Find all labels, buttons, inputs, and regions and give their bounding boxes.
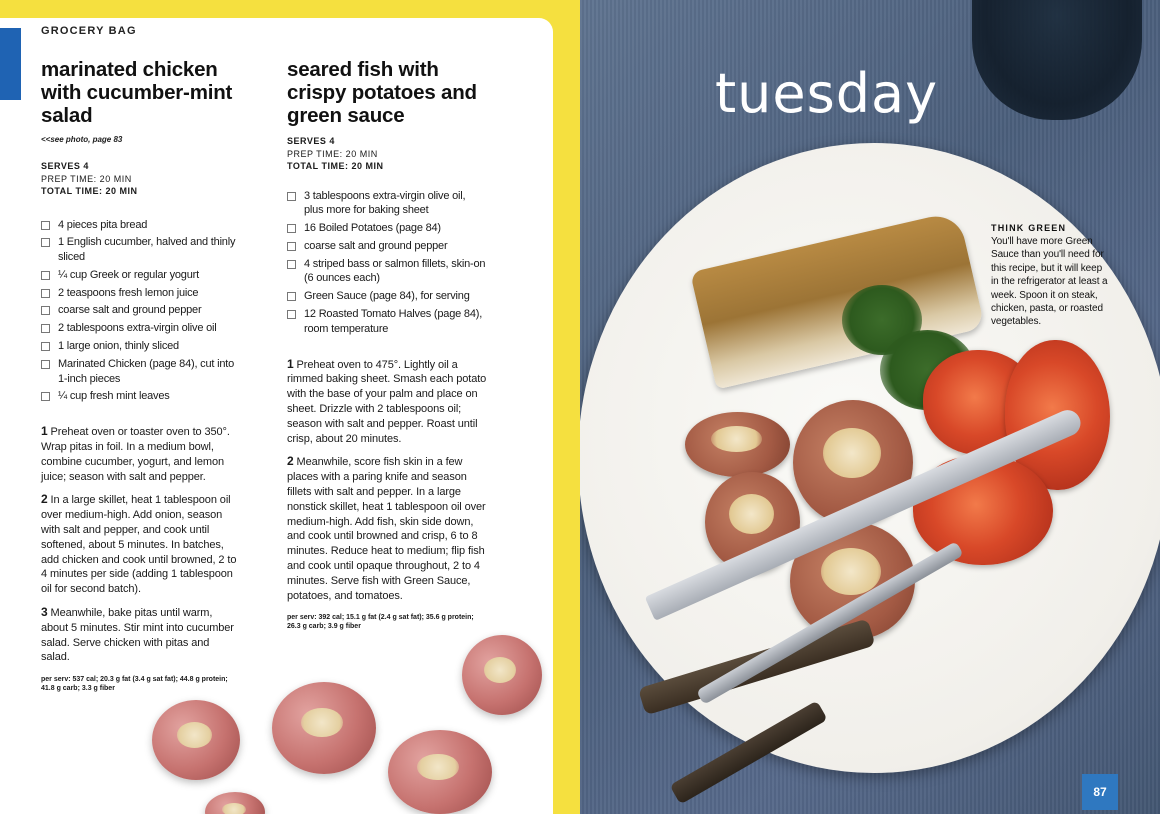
checkbox-icon[interactable] xyxy=(41,324,50,333)
potato-photo xyxy=(272,682,376,774)
checkbox-icon[interactable] xyxy=(287,224,296,233)
checkbox-icon[interactable] xyxy=(41,306,50,315)
ingredient-item[interactable]: 2 tablespoons extra-virgin olive oil xyxy=(41,321,241,336)
nutrition-info: per serv: 537 cal; 20.3 g fat (3.4 g sat fat); 44.8 g protein; 41.8 g carb; 3.3 g fiber xyxy=(41,676,228,693)
ingredient-list xyxy=(41,218,241,405)
recipe-title: marinated chicken with cucumber-mint salad xyxy=(41,58,233,127)
section-label: GROCERY BAG xyxy=(41,25,137,37)
recipe-title: seared fish with crispy potatoes and green sauce xyxy=(287,58,477,127)
serves: SERVES 4 xyxy=(41,161,89,171)
ingredient-item[interactable]: coarse salt and ground pepper xyxy=(41,303,241,318)
potato-photo xyxy=(152,700,240,780)
checkbox-icon[interactable] xyxy=(287,310,296,319)
checkbox-icon[interactable] xyxy=(287,242,296,251)
ingredient-item[interactable]: 1 large onion, thinly sliced xyxy=(41,339,241,354)
nutrition-info: per serv: 392 cal; 15.1 g fat (2.4 g sat fat); 35.6 g protein; 26.3 g carb; 3.9 g fiber xyxy=(287,614,474,631)
total-time: TOTAL TIME: 20 MIN xyxy=(41,186,138,196)
ingredient-item[interactable]: 4 striped bass or salmon fillets, skin-on (6 ounces each) xyxy=(287,257,487,287)
ingredient-item[interactable]: Marinated Chicken (page 84), cut into 1-inch pieces xyxy=(41,357,241,387)
prep-time: PREP TIME: 20 MIN xyxy=(287,148,378,159)
step: 1 Preheat oven to 475°. Lightly oil a rimmed baking sheet. Smash each potato with the base of your palm and place on sheet. Drizzle with 2 tablespoons oil; season with salt and pepper. Roast until crisp, about 20 minutes. xyxy=(287,356,487,445)
checkbox-icon[interactable] xyxy=(287,192,296,201)
checkbox-icon[interactable] xyxy=(287,260,296,269)
checkbox-icon[interactable] xyxy=(41,221,50,230)
recipe-chicken xyxy=(41,58,241,693)
ingredient-item[interactable]: 16 Boiled Potatoes (page 84) xyxy=(287,221,487,236)
recipe-meta xyxy=(41,160,241,198)
checkbox-icon[interactable] xyxy=(41,271,50,280)
water-glass xyxy=(972,0,1142,120)
ingredient-item[interactable]: 4 pieces pita bread xyxy=(41,218,241,233)
ingredient-item[interactable]: 3 tablespoons extra-virgin olive oil, plus more for baking sheet xyxy=(287,189,487,219)
page-number: 87 xyxy=(1082,774,1118,810)
serves: SERVES 4 xyxy=(287,136,335,146)
ingredient-item[interactable]: ¼ cup fresh mint leaves xyxy=(41,389,241,404)
ingredient-item[interactable]: 1 English cucumber, halved and thinly sliced xyxy=(41,235,241,265)
ingredient-list xyxy=(287,189,487,337)
potato-photo xyxy=(388,730,492,814)
step: 2 In a large skillet, heat 1 tablespoon oil over medium-high. Add onion, season with salt and pepper, and cook until softened, about 5 minutes. In batches, add chicken and cook until browned, 2 to 4 minutes per side (adding 1 tablespoon oil for second batch). xyxy=(41,492,237,596)
ingredient-item[interactable]: coarse salt and ground pepper xyxy=(287,239,487,254)
ingredient-item[interactable]: 2 teaspoons fresh lemon juice xyxy=(41,286,241,301)
checkbox-icon[interactable] xyxy=(41,342,50,351)
step: 2 Meanwhile, score fish skin in a few places with a paring knife and season fillets with salt and pepper. In a large nonstick skillet, heat 1 tablespoon oil over medium-high. Add fish, skin side down, and cook until browned and crisp, 6 to 8 minutes. Reduce heat to medium; flip fish and cook until opaque throughout, 2 to 4 minutes. Serve fish with Green Sauce, potatoes, and tomatoes. xyxy=(287,454,486,602)
tip-heading: THINK GREEN xyxy=(991,223,1067,233)
prep-time: PREP TIME: 20 MIN xyxy=(41,173,132,184)
see-photo-link[interactable]: <<see photo, page 83 xyxy=(41,135,123,144)
step: 1 Preheat oven or toaster oven to 350°. Wrap pitas in foil. In a medium bowl, combine cucumber, yogurt, and lemon juice; season with salt and pepper. xyxy=(41,424,230,483)
potato-photo xyxy=(462,635,542,715)
crispy-potato xyxy=(685,412,790,477)
ingredient-item[interactable]: ¼ cup Greek or regular yogurt xyxy=(41,268,241,283)
recipe-meta xyxy=(287,135,487,173)
tip-box xyxy=(991,223,1109,329)
checkbox-icon[interactable] xyxy=(41,238,50,247)
right-page-photo xyxy=(580,0,1160,814)
total-time: TOTAL TIME: 20 MIN xyxy=(287,161,384,171)
checkbox-icon[interactable] xyxy=(41,360,50,369)
step: 3 Meanwhile, bake pitas until warm, about 5 minutes. Stir mint into cucumber salad. Serve chicken with pitas and salad. xyxy=(41,605,234,664)
checkbox-icon[interactable] xyxy=(287,292,296,301)
day-heading: tuesday xyxy=(715,62,939,125)
checkbox-icon[interactable] xyxy=(41,289,50,298)
ingredient-item[interactable]: 12 Roasted Tomato Halves (page 84), room temperature xyxy=(287,307,487,337)
ingredient-item[interactable]: Green Sauce (page 84), for serving xyxy=(287,289,487,304)
tip-body: You'll have more Green Sauce than you'll need for this recipe, but it will keep in the refrigerator at least a week. Spoon it on steak, chicken, pasta, or roasted vegetables. xyxy=(991,236,1108,328)
section-tab-marker xyxy=(0,28,21,100)
recipe-fish xyxy=(287,58,487,631)
checkbox-icon[interactable] xyxy=(41,392,50,401)
